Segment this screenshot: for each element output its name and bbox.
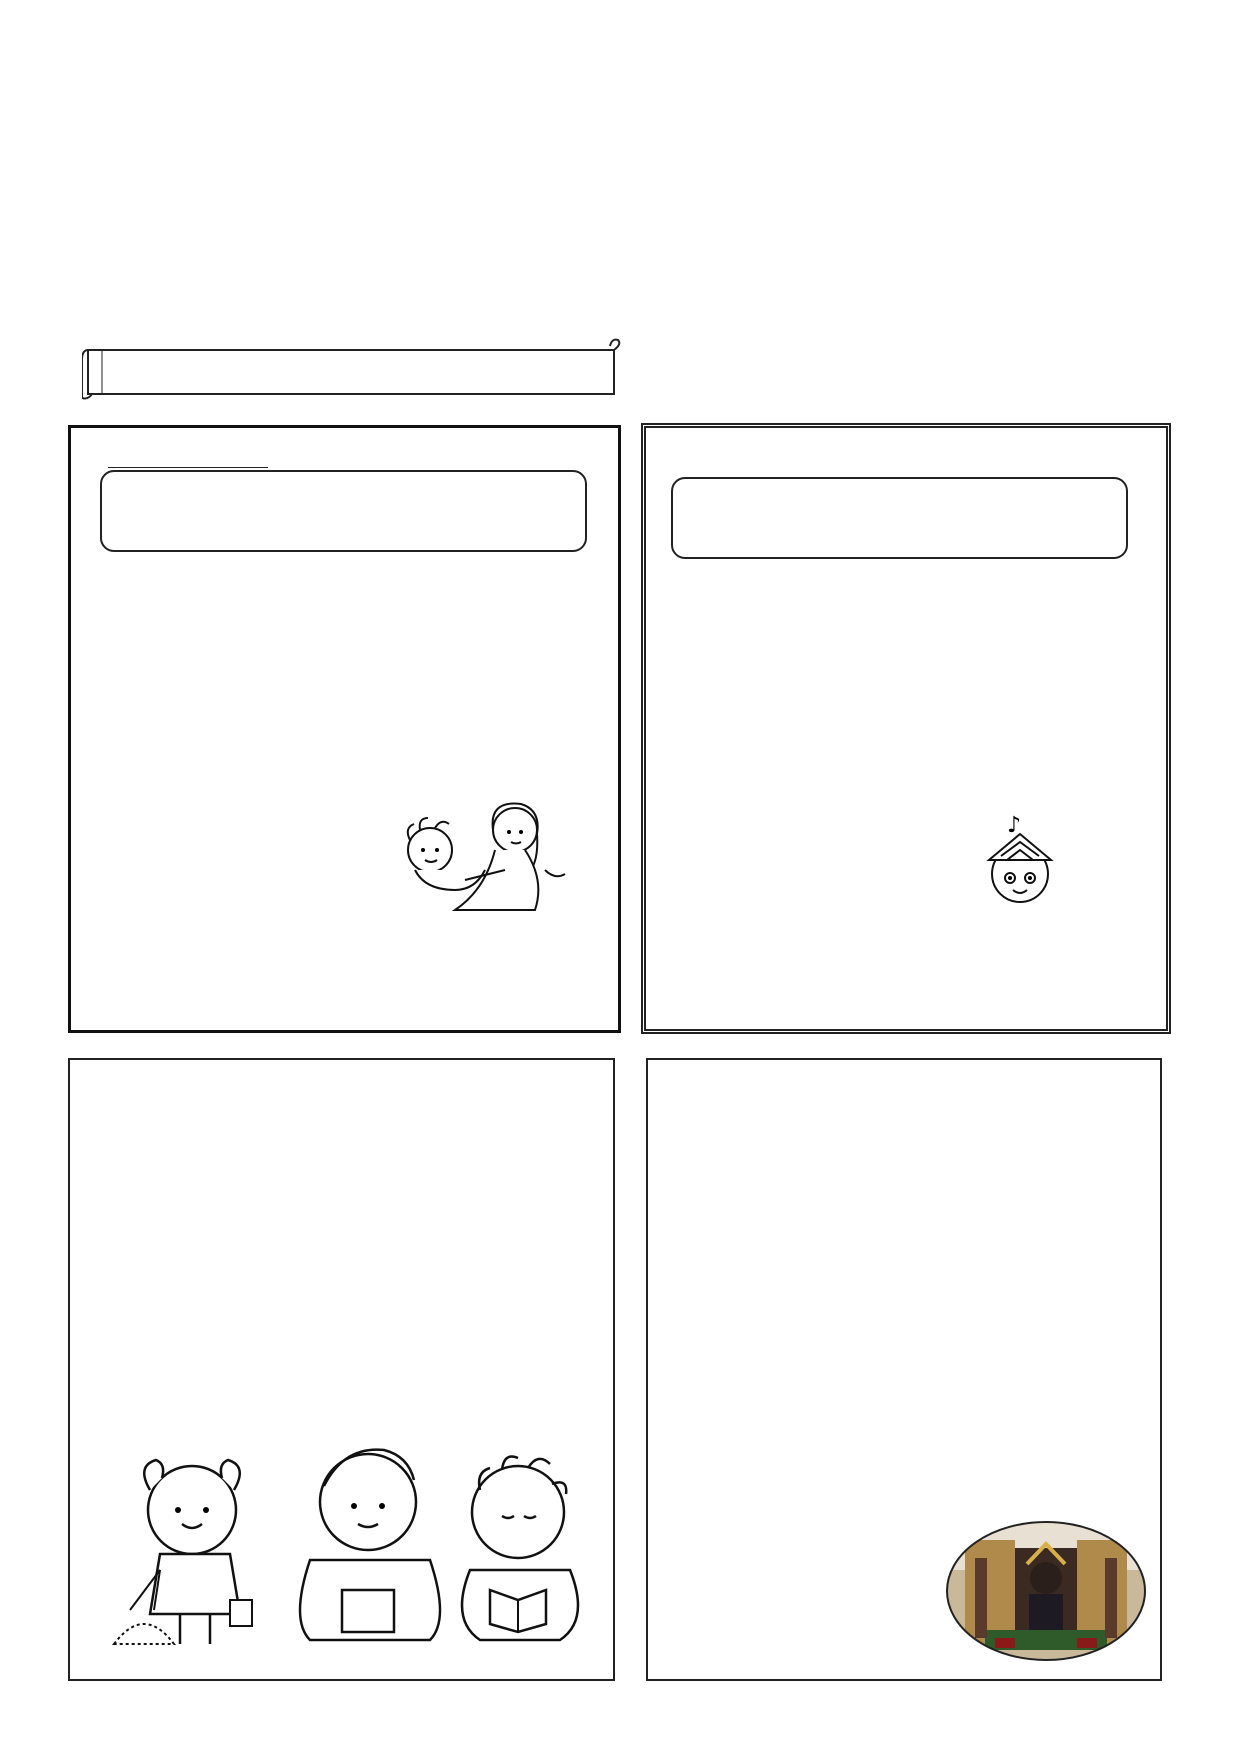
parent-baby-illustration	[395, 790, 575, 930]
course-banner	[82, 338, 622, 400]
kabuto-child-icon	[975, 812, 1065, 908]
course-title-pill	[100, 470, 587, 552]
qr-code-icon	[1047, 212, 1119, 284]
children-illustration	[110, 1420, 600, 1660]
svg-text:♪: ♪	[1007, 813, 1022, 838]
gogatsu-doll-photo	[945, 1520, 1147, 1662]
event-title-pill	[671, 477, 1128, 559]
